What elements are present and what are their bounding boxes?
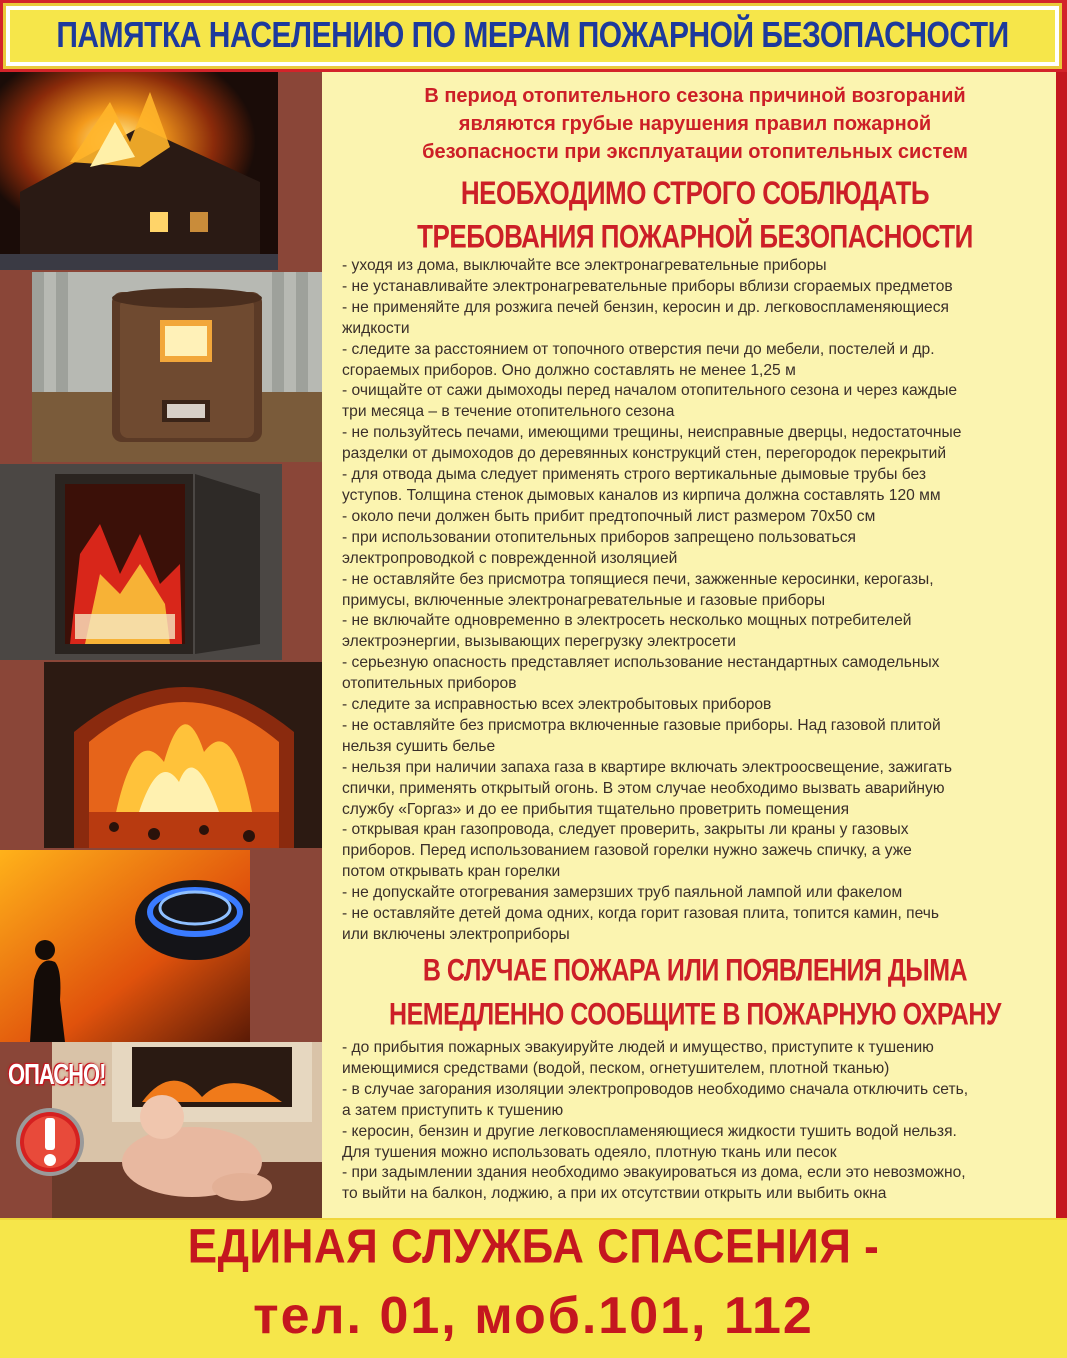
list-item: - следите за расстоянием от топочного отверстия печи до мебели, постелей и др.	[342, 340, 935, 358]
list-item: а затем приступить к тушению	[342, 1101, 564, 1119]
list-item: жидкости	[342, 319, 410, 337]
list-item: отопительных приборов	[342, 675, 517, 693]
list-item: - около печи должен быть прибит предтопочный лист размером 70х50 см	[342, 507, 876, 525]
list-item: спички, применять открытый огонь. В этом случае необходимо вызвать аварийную	[342, 779, 945, 797]
list-item: электроэнергии, вызывающих перегрузку электросети	[342, 633, 736, 651]
list-item: нельзя сушить белье	[342, 737, 496, 755]
intro-line: В период отопительного сезона причиной возгораний	[424, 85, 966, 107]
list-item: - уходя из дома, выключайте все электронагревательные приборы	[342, 257, 827, 274]
gas-burner-photo	[0, 850, 250, 1042]
page-title: ПАМЯТКА НАСЕЛЕНИЮ ПО МЕРАМ ПОЖАРНОЙ БЕЗОПАСНОСТИ	[56, 15, 1009, 56]
heading-line: НЕМЕДЛЕННО СООБЩИТЕ В ПОЖАРНУЮ ОХРАНУ	[389, 996, 1001, 1032]
list-item: - очищайте от сажи дымоходы перед началом отопительного сезона и через каждые	[342, 382, 958, 400]
list-item: уступов. Толщина стенок дымовых каналов из кирпича должна составлять 120 мм	[342, 486, 941, 504]
list-item: - не устанавливайте электронагревательные приборы вблизи сгораемых предметов	[342, 277, 953, 295]
list-item: приборов. Перед использованием газовой горелки нужно зажечь спичку, а уже	[342, 842, 912, 860]
intro-line: безопасности при эксплуатации отопительных систем	[422, 141, 968, 163]
list-item: электропроводкой с поврежденной изоляцией	[342, 549, 678, 567]
list-item: - не допускайте отогревания замерзших труб паяльной лампой или факелом	[342, 884, 903, 902]
fire-actions-list	[342, 1038, 1054, 1205]
list-item: - следите за исправностью всех электробытовых приборов	[342, 696, 772, 714]
list-item: службу «Горгаз» и до ее прибытия тщательно проветрить помещения	[342, 800, 850, 818]
intro-paragraph	[340, 82, 1050, 166]
list-item: - не применяйте для розжига печей бензин, керосин и др. легковоспламеняющиеся	[342, 298, 949, 316]
list-item: то выйти на балкон, лоджию, а при их отсутствии открыть или выбить окна	[342, 1185, 887, 1203]
metal-stove-photo	[32, 272, 322, 462]
list-item: - до прибытия пожарных эвакуируйте людей и имущество, приступите к тушению	[342, 1039, 934, 1056]
emergency-heading	[340, 949, 1050, 1037]
list-item: сгораемых приборов. Оно должно составлять не менее 1,25 м	[342, 361, 796, 379]
list-item: - при задымлении здания необходимо эвакуироваться из дома, если это невозможно,	[342, 1164, 966, 1182]
list-item: - открывая кран газопровода, следует проверить, закрыты ли краны у газовых	[342, 821, 909, 839]
exclamation-icon	[14, 1098, 86, 1186]
list-item: - не оставляйте без присмотра включенные газовые приборы. Над газовой плитой	[342, 716, 941, 734]
list-item: - серьезную опасность представляет использование нестандартных самодельных	[342, 654, 940, 672]
list-item: - керосин, бензин и другие легковоспламеняющиеся жидкости тушить водой нельзя.	[342, 1122, 957, 1140]
list-item: примусы, включенные электронагревательные и газовые приборы	[342, 591, 826, 609]
emergency-phone-numbers: тел. 01, моб.101, 112	[253, 1287, 814, 1345]
list-item: Для тушения можно использовать одеяло, плотную ткань или песок	[342, 1143, 837, 1161]
header-banner	[0, 0, 1067, 72]
list-item: - в случае загорания изоляции электропроводов необходимо сначала отключить сеть,	[342, 1080, 969, 1098]
intro-line: являются грубые нарушения правил пожарной	[458, 113, 932, 135]
list-item: - при использовании отопительных приборов запрещено пользоваться	[342, 528, 856, 546]
list-item: - не оставляйте без присмотра топящиеся печи, зажженные керосинки, керогазы,	[342, 570, 934, 588]
brick-furnace-photo	[44, 662, 324, 848]
list-item: - не пользуйтесь печами, имеющими трещины, неисправные дверцы, недостаточные	[342, 424, 962, 442]
safety-rules-list	[342, 256, 1054, 946]
list-item: - для отвода дыма следует применять строго вертикальные дымовые трубы без	[342, 466, 926, 484]
list-item: три месяца – в течение отопительного сезона	[342, 403, 675, 421]
heading-line: В СЛУЧАЕ ПОЖАРА ИЛИ ПОЯВЛЕНИЯ ДЫМА	[422, 953, 968, 988]
list-item: разделки от дымоходов до деревянных конструкций стен, перегородок перекрытий	[342, 445, 947, 463]
list-item: - не оставляйте детей дома одних, когда горит газовая плита, топится камин, печь	[342, 905, 940, 923]
list-item: потом открывать кран горелки	[342, 863, 561, 881]
heading-line: ТРЕБОВАНИЯ ПОЖАРНОЙ БЕЗОПАСНОСТИ	[417, 217, 973, 255]
burning-house-photo	[0, 72, 278, 270]
list-item: или включены электроприборы	[342, 926, 570, 943]
heading-line: НЕОБХОДИМО СТРОГО СОБЛЮДАТЬ	[460, 173, 930, 212]
warning-badge-text: ОПАСНО!	[8, 1058, 106, 1091]
list-item: - нельзя при наличии запаха газа в квартире включать электроосвещение, зажигать	[342, 758, 953, 776]
requirements-heading	[340, 171, 1050, 259]
list-item: - не включайте одновременно в электросеть несколько мощных потребителей	[342, 612, 912, 630]
list-item: имеющимися средствами (водой, песком, огнетушителем, плотной тканью)	[342, 1059, 890, 1077]
rescue-service-title: ЕДИНАЯ СЛУЖБА СПАСЕНИЯ -	[187, 1219, 880, 1274]
open-firebox-photo	[0, 464, 282, 660]
header-frame	[6, 6, 1059, 66]
right-border	[1056, 72, 1067, 1358]
